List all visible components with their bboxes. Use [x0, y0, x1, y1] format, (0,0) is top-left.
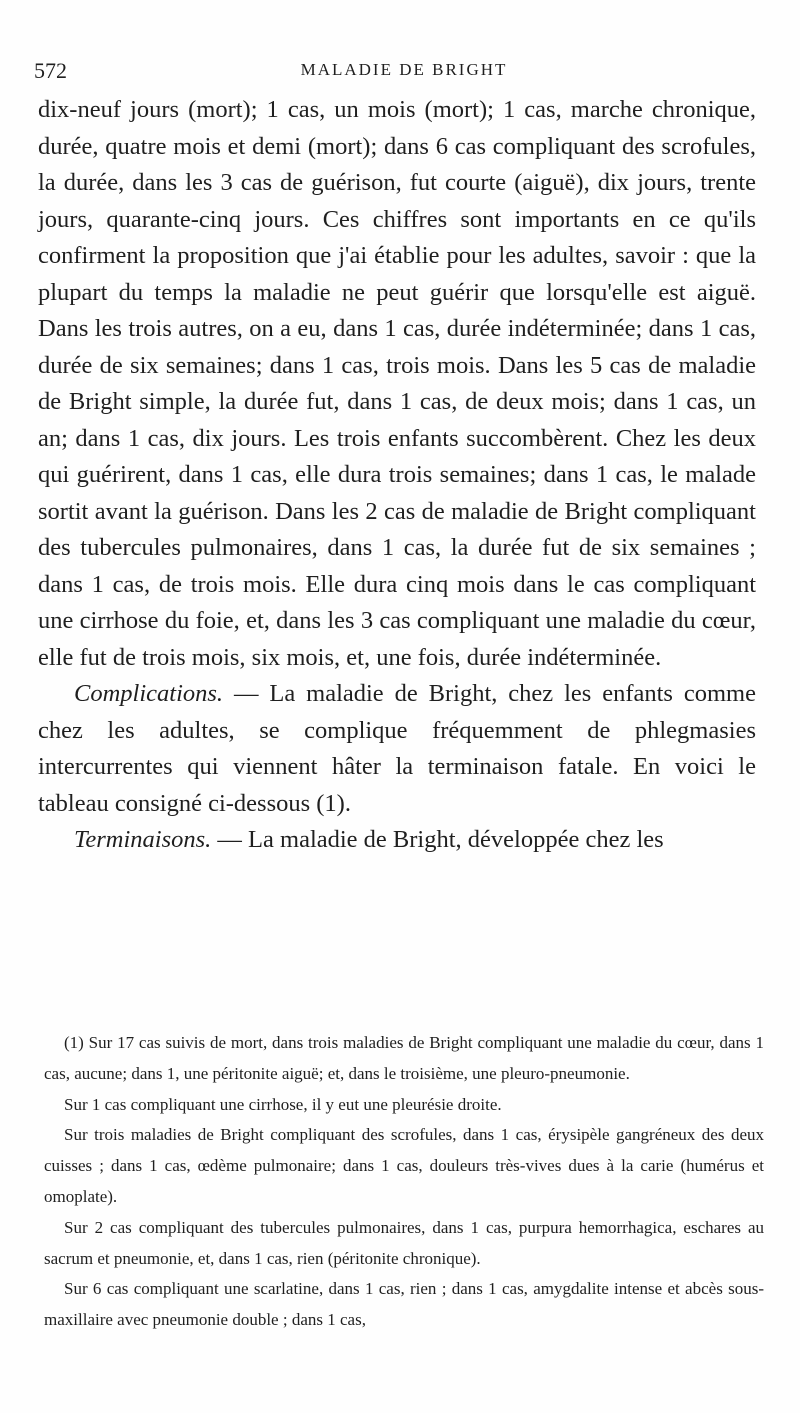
complications-heading: Complications.: [74, 680, 224, 707]
footnote-scarlatine: Sur 6 cas compliquant une scarlatine, dans 1 cas, rien ; dans 1 cas, amygdalite intense et abcès sous-maxillaire avec pneumonie double ; dans 1 cas,: [44, 1279, 764, 1330]
footnotes: [44, 1028, 764, 1336]
paragraph-terminaisons: [38, 822, 756, 859]
footnote-tubercules: Sur 2 cas compliquant des tubercules pulmonaires, dans 1 cas, purpura hemorrhagica, eschares au sacrum et pneumonie, et, dans 1 cas, rien (péritonite chronique).: [44, 1217, 764, 1268]
paragraph-complications: [38, 676, 756, 822]
footnote-1: (1) Sur 17 cas suivis de mort, dans trois maladies de Bright compliquant une maladie du cœur, dans 1 cas, aucune; dans 1, une péritonite aiguë; et, dans le troisième, une pleuro-pneumonie.: [44, 1033, 764, 1083]
terminaisons-heading: Terminaisons.: [74, 826, 212, 853]
main-text: [38, 92, 756, 859]
footnote-scrofules: Sur trois maladies de Bright compliquant des scrofules, dans 1 cas, érysipèle gangréneux des deux cuisses ; dans 1 cas, œdème pulmonaire; dans 1 cas, douleurs très-vives dues à la carie (humérus et omoplate).: [44, 1125, 764, 1206]
running-title: MALADIE DE BRIGHT: [300, 60, 508, 79]
footnote-cirrhose: Sur 1 cas compliquant une cirrhose, il y eut une pleurésie droite.: [64, 1094, 502, 1114]
complications-text: — La maladie de Bright, chez les enfants comme chez les adultes, se complique fréquemment de phlegmasies intercurrentes qui viennent hâter la terminaison fatale. En voici le tableau consigné ci-dessous (1).: [38, 680, 756, 817]
terminaisons-text: — La maladie de Bright, développée chez les: [211, 826, 664, 853]
page-number: 572: [34, 58, 67, 83]
paragraph-duration: dix-neuf jours (mort); 1 cas, un mois (mort); 1 cas, marche chronique, durée, quatre mois et demi (mort); dans 6 cas compliquant des scrofules, la durée, dans les 3 cas de guérison, fut courte (aiguë), dix jours, trente jours, quarante-cinq jours. Ces chiffres sont importants en ce qu'ils confirment la proposition que j'ai établie pour les adultes, savoir : que la plupart du temps la maladie ne peut guérir que lorsqu'elle est aiguë. Dans les trois autres, on a eu, dans 1 cas, durée indéterminée; dans 1 cas, durée de six semaines; dans 1 cas, trois mois. Dans les 5 cas de maladie de Bright simple, la durée fut, dans 1 cas, de deux mois; dans 1 cas, un an; dans 1 cas, dix jours. Les trois enfants succombèrent. Chez les deux qui guérirent, dans 1 cas, elle dura trois semaines; dans 1 cas, le malade sortit avant la guérison. Dans les 2 cas de maladie de Bright compliquant des tubercules pulmonaires, dans 1 cas, la durée fut de six semaines ; dans 1 cas, de trois mois. Elle dura cinq mois dans le cas compliquant une cirrhose du foie, et, dans les 3 cas compliquant une maladie du cœur, elle fut de trois mois, six mois, et, une fois, durée indéterminée.: [38, 96, 756, 671]
page-header: [34, 58, 774, 90]
